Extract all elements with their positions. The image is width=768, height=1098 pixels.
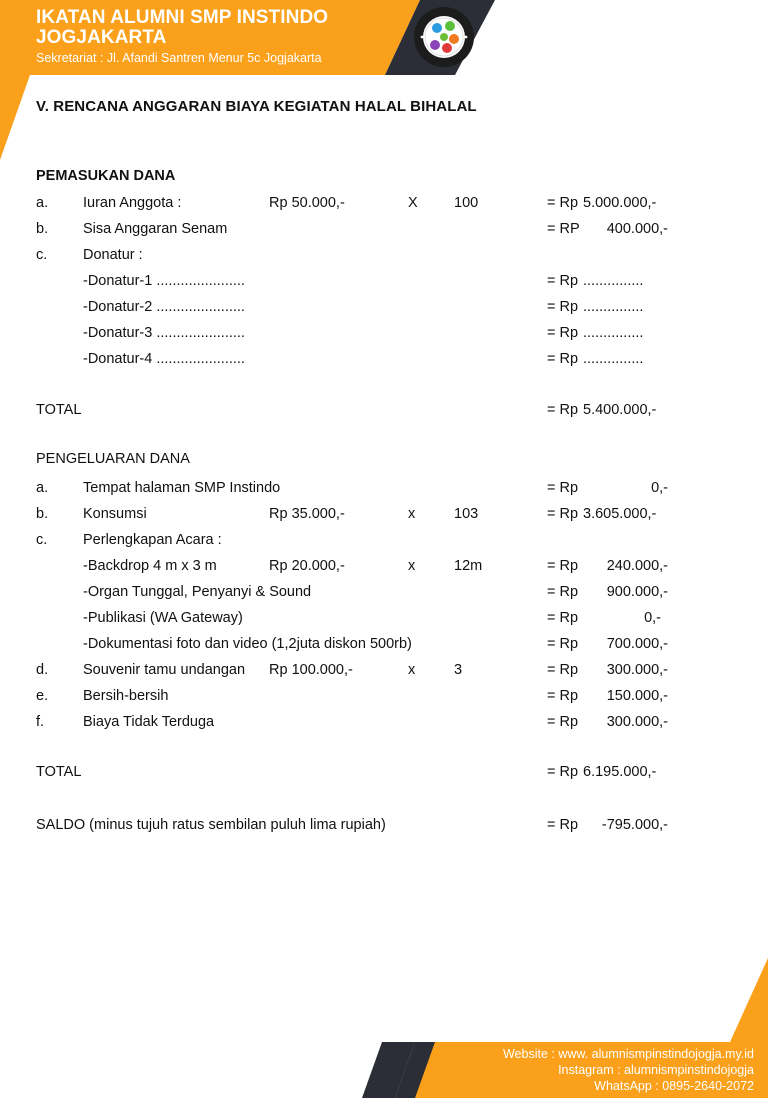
income-heading: PEMASUKAN DANA xyxy=(36,168,176,184)
footer-instagram: Instagram : alumnismpinstindojogja xyxy=(558,1063,754,1077)
footer-website: Website : www. alumnismpinstindojogja.my.id xyxy=(502,1047,754,1061)
alumni-logo-icon xyxy=(413,6,475,68)
footer-whatsapp: WhatsApp : 0895-2640-2072 xyxy=(594,1079,754,1093)
expense-heading: PENGELUARAN DANA xyxy=(36,451,190,467)
footer-contact xyxy=(503,1046,754,1094)
organization-name: IKATAN ALUMNI SMP INSTINDO JOGJAKARTA xyxy=(36,7,329,48)
document-title: V. RENCANA ANGGARAN BIAYA KEGIATAN HALAL BIHALAL xyxy=(36,98,477,115)
organization-address: Sekretariat : Jl. Afandi Santren Menur 5c Jogjakarta xyxy=(36,51,322,65)
